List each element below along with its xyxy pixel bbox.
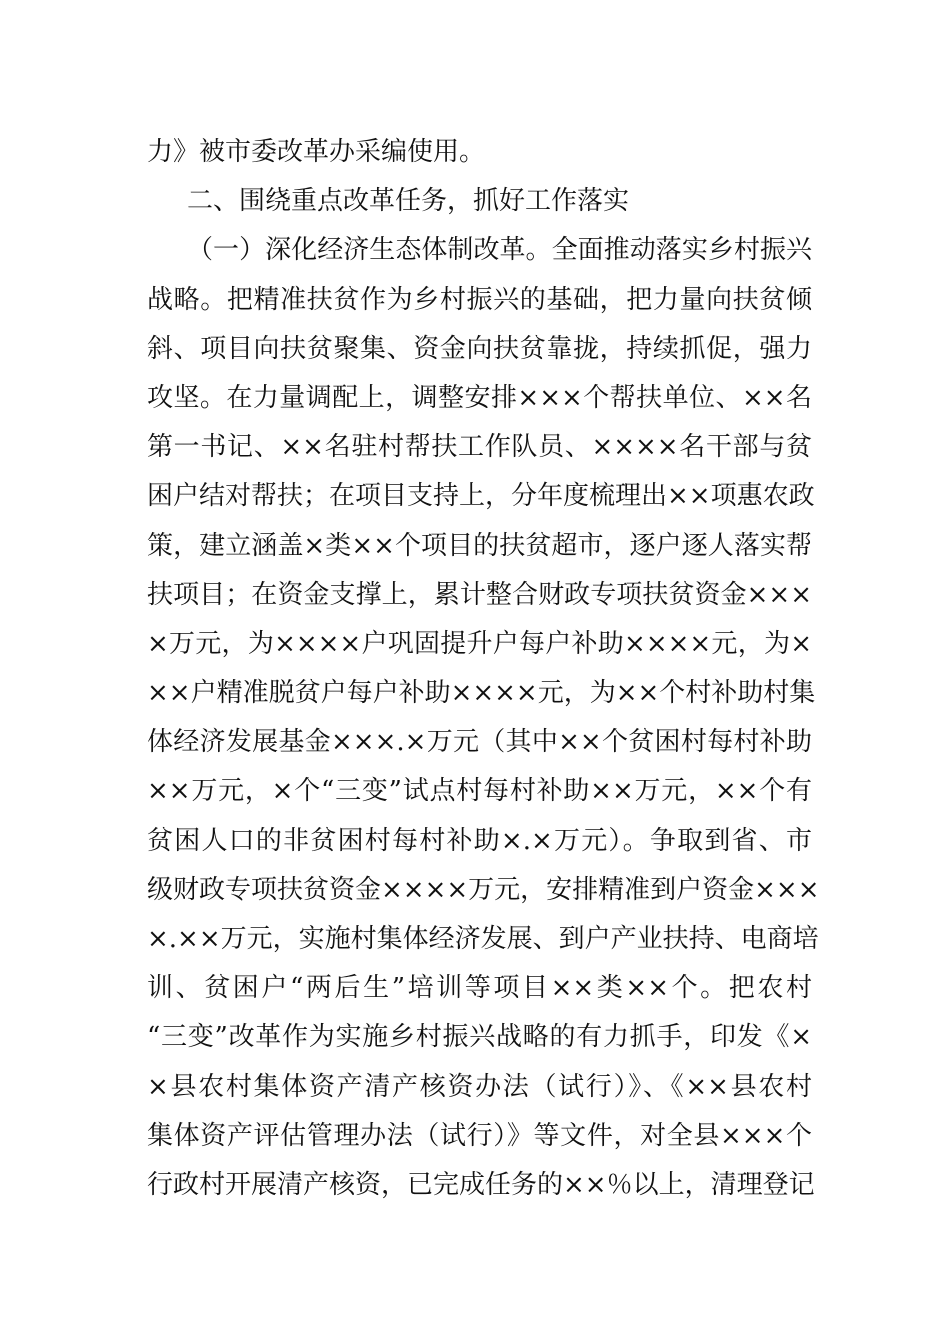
- paragraph-line: 级财政专项扶贫资金××××万元，安排精准到户资金×××: [147, 874, 820, 905]
- body-text: [147, 128, 820, 1210]
- paragraph-line: ××户精准脱贫户每户补助××××元，为××个村补助村集: [147, 678, 816, 709]
- paragraph-line: ×.××万元，实施村集体经济发展、到户产业扶持、电商培: [147, 924, 819, 954]
- paragraph-line: （一）深化经济生态体制改革。全面推动落实乡村振兴: [187, 235, 812, 266]
- paragraph-line: 策，建立涵盖×类××个项目的扶贫超市，逐户逐人落实帮: [147, 530, 812, 561]
- paragraph-line: 斜、项目向扶贫聚集、资金向扶贫靠拢，持续抓促，强力: [147, 333, 812, 364]
- paragraph-line: ××万元，×个“三变”试点村每村补助××万元，××个有: [147, 776, 812, 807]
- paragraph-line: 集体资产评估管理办法（试行）》等文件，对全县×××个: [147, 1120, 812, 1151]
- paragraph-line: 力》被市委改革办采编使用。: [147, 137, 486, 167]
- paragraph-line: “三变”改革作为实施乡村振兴战略的有力抓手，印发《×: [147, 1022, 812, 1053]
- paragraph-line: 战略。把精准扶贫作为乡村振兴的基础，把力量向扶贫倾: [147, 284, 812, 315]
- paragraph-line: 扶项目；在资金支撑上，累计整合财政专项扶贫资金×××: [147, 579, 812, 610]
- paragraph-line: 攻坚。在力量调配上，调整安排×××个帮扶单位、××名: [147, 382, 812, 413]
- paragraph-line: 体经济发展基金×××.×万元（其中××个贫困村每村补助: [147, 727, 812, 758]
- paragraph-line: 贫困人口的非贫困村每村补助×.×万元）。争取到省、市: [147, 825, 812, 856]
- paragraph-line: 困户结对帮扶；在项目支持上，分年度梳理出××项惠农政: [147, 481, 815, 512]
- paragraph-line: 训、贫困户“两后生”培训等项目××类××个。把农村: [147, 973, 812, 1004]
- paragraph-line: ×县农村集体资产清产核资办法（试行）》、《××县农村: [147, 1071, 812, 1102]
- paragraph-line: 第一书记、××名驻村帮扶工作队员、××××名干部与贫: [147, 432, 812, 463]
- section-heading: 二、围绕重点改革任务，抓好工作落实: [187, 186, 630, 217]
- paragraph-line: 行政村开展清产核资，已完成任务的××％以上，清理登记: [147, 1169, 815, 1200]
- paragraph-line: ×万元，为××××户巩固提升户每户补助××××元，为×: [147, 628, 812, 659]
